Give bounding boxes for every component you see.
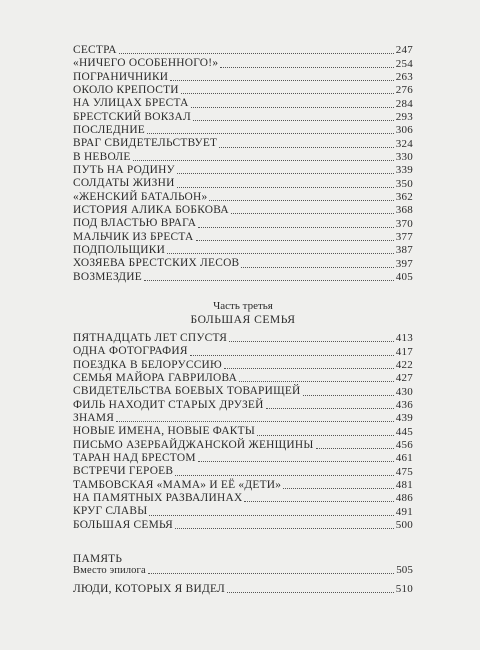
dot-leader [257,435,394,436]
toc-entry [73,150,413,163]
dot-leader [224,368,394,369]
toc-entry-page: 422 [395,358,413,371]
dot-leader [149,515,393,516]
dot-leader [170,80,393,81]
dot-leader [198,227,394,228]
toc-entry-title: ИСТОРИЯ АЛИКА БОБКОВА [73,203,229,216]
dot-leader [219,147,394,148]
toc-entry [73,70,413,83]
toc-entry-page: 370 [395,217,413,230]
toc-entry-title: ПИСЬМО АЗЕРБАЙДЖАНСКОЙ ЖЕНЩИНЫ [73,438,314,451]
toc-entry-page: 427 [395,372,413,385]
toc-entry-title: БОЛЬШАЯ СЕМЬЯ [73,518,174,531]
dot-leader [148,573,394,574]
toc-entry [73,582,413,595]
toc-entry [73,464,413,477]
toc-entry-page: 362 [395,190,413,203]
toc-entry [73,451,413,464]
toc-entry-title: МАЛЬЧИК ИЗ БРЕСТА [73,230,194,243]
toc-entry-title: ПУТЬ НА РОДИНУ [73,163,175,176]
dot-leader [116,421,394,422]
dot-leader [144,280,394,281]
dot-leader [209,200,393,201]
dot-leader [177,173,394,174]
toc-entry-page: 247 [395,44,413,57]
toc-entry-title: ПЯТНАДЦАТЬ ЛЕТ СПУСТЯ [73,331,228,344]
toc-entry [73,96,413,109]
toc-entry-title: «НИЧЕГО ОСОБЕННОГО!» [73,57,219,70]
part-title: БОЛЬШАЯ СЕМЬЯ [190,313,296,326]
toc-entry [73,270,413,283]
toc-entry-page: 510 [395,583,413,596]
toc-entry [73,478,413,491]
dot-leader [147,133,394,134]
toc-entry [73,110,413,123]
toc-section-2 [73,331,413,531]
toc-entry [73,203,413,216]
toc-entry [73,56,413,69]
toc-entry [73,331,413,344]
toc-entry-page: 339 [395,164,413,177]
toc-entry-page: 436 [395,398,413,411]
toc-entry-title: ПОЕЗДКА В БЕЛОРУССИЮ [73,358,222,371]
toc-entry-page: 387 [395,244,413,257]
toc-entry-title: ПОД ВЛАСТЬЮ ВРАГА [73,217,197,230]
toc-entry-page: 284 [395,97,413,110]
toc-entry-page: 405 [395,270,413,283]
toc-entry-title: ПОГРАНИЧНИКИ [73,70,169,83]
toc-entry-title: ПОСЛЕДНИЕ [73,123,146,136]
toc-entry-title: ВРАГ СВИДЕТЕЛЬСТВУЕТ [73,137,218,150]
toc-entry-title: НА ПАМЯТНЫХ РАЗВАЛИНАХ [73,491,243,504]
toc-entry-page: 486 [395,492,413,505]
people-entry [73,582,413,595]
toc-entry-title: ОДНА ФОТОГРАФИЯ [73,345,188,358]
toc-entry-page: 397 [395,257,413,270]
toc-entry-page: 417 [395,345,413,358]
toc-entry-page: 330 [395,150,413,163]
toc-entry [73,216,413,229]
dot-leader [119,53,394,54]
toc-entry [73,176,413,189]
toc-entry [73,424,413,437]
toc-entry [73,230,413,243]
toc-entry-page: 500 [395,518,413,531]
toc-entry [73,398,413,411]
toc-entry [73,563,413,576]
toc-entry-page: 491 [395,505,413,518]
toc-entry-page: 445 [395,425,413,438]
toc-section-1 [73,43,413,283]
toc-entry-page: 254 [395,57,413,70]
toc-entry-page: 276 [395,84,413,97]
dot-leader [303,395,394,396]
toc-entry-page: 413 [395,332,413,345]
toc-entry-title: КРУГ СЛАВЫ [73,505,148,518]
dot-leader [316,448,394,449]
toc-entry [73,83,413,96]
toc-entry [73,256,413,269]
memory-heading: ПАМЯТЬ [73,553,123,565]
toc-entry-title: СВИДЕТЕЛЬСТВА БОЕВЫХ ТОВАРИЩЕЙ [73,385,301,398]
toc-entry-title: В НЕВОЛЕ [73,150,131,163]
toc-entry-page: 430 [395,385,413,398]
dot-leader [231,213,394,214]
toc-entry-title: СОЛДАТЫ ЖИЗНИ [73,177,175,190]
dot-leader [190,355,394,356]
toc-entry-page: 263 [395,70,413,83]
toc-entry [73,411,413,424]
toc-entry-title: НА УЛИЦАХ БРЕСТА [73,97,189,110]
toc-entry [73,518,413,531]
dot-leader [266,408,394,409]
toc-entry-title: Вместо эпилога [73,564,146,576]
toc-entry-page: 439 [395,412,413,425]
toc-entry-title: ТАРАН НАД БРЕСТОМ [73,451,196,464]
dot-leader [177,187,394,188]
dot-leader [283,488,394,489]
dot-leader [244,501,393,502]
toc-entry [73,491,413,504]
toc-entry [73,371,413,384]
toc-entry-title: ФИЛЬ НАХОДИТ СТАРЫХ ДРУЗЕЙ [73,398,264,411]
toc-entry-page: 461 [395,452,413,465]
toc-entry [73,504,413,517]
toc-entry-title: СЕМЬЯ МАЙОРА ГАВРИЛОВА [73,371,238,384]
toc-entry-title: ВОЗМЕЗДИЕ [73,270,142,283]
toc-entry-page: 377 [395,230,413,243]
toc-entry-page: 293 [395,110,413,123]
dot-leader [181,93,394,94]
toc-entry-title: ЗНАМЯ [73,411,115,424]
dot-leader [229,341,394,342]
dot-leader [241,267,393,268]
toc-entry-page: 368 [395,204,413,217]
toc-entry [73,243,413,256]
toc-entry-title: ХОЗЯЕВА БРЕСТСКИХ ЛЕСОВ [73,257,240,270]
toc-entry-title: СЕСТРА [73,43,117,56]
toc-entry [73,43,413,56]
toc-entry-title: ОКОЛО КРЕПОСТИ [73,83,179,96]
toc-entry [73,438,413,451]
toc-entry-page: 306 [395,124,413,137]
toc-entry-title: БРЕСТСКИЙ ВОКЗАЛ [73,110,191,123]
dot-leader [198,461,394,462]
toc-entry-title: ЛЮДИ, КОТОРЫХ Я ВИДЕЛ [73,582,226,595]
dot-leader [133,160,394,161]
toc-entry-title: ТАМБОВСКАЯ «МАМА» И ЕЁ «ДЕТИ» [73,478,282,491]
toc-entry-title: «ЖЕНСКИЙ БАТАЛЬОН» [73,190,208,203]
dot-leader [193,120,394,121]
dot-leader [167,253,394,254]
toc-entry-title: ПОДПОЛЬЩИКИ [73,243,166,256]
toc-entry [73,163,413,176]
toc-entry [73,190,413,203]
toc-entry-page: 324 [395,137,413,150]
toc-entry [73,344,413,357]
toc-entry-page: 481 [395,478,413,491]
memory-entry [73,563,413,576]
toc-entry-page: 505 [396,564,413,577]
dot-leader [175,475,394,476]
dot-leader [191,107,394,108]
toc-entry-page: 475 [395,465,413,478]
dot-leader [196,240,394,241]
toc-entry [73,384,413,397]
toc-entry-page: 350 [395,177,413,190]
toc-entry [73,136,413,149]
part-label: Часть третья [213,300,273,312]
dot-leader [227,592,394,593]
dot-leader [175,528,394,529]
toc-entry-page: 456 [395,438,413,451]
toc-entry [73,123,413,136]
dot-leader [239,381,394,382]
toc-entry-title: ВСТРЕЧИ ГЕРОЕВ [73,465,174,478]
dot-leader [220,67,393,68]
toc-entry-title: НОВЫЕ ИМЕНА, НОВЫЕ ФАКТЫ [73,425,256,438]
toc-entry [73,358,413,371]
